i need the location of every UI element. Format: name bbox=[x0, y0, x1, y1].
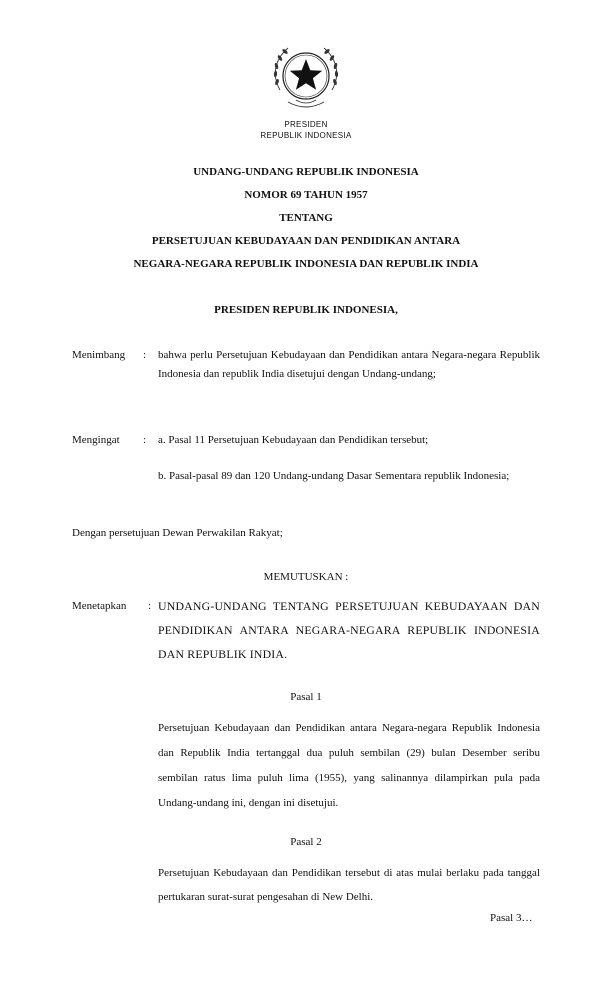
title-line-3: TENTANG bbox=[279, 212, 333, 224]
header-republik-indonesia: REPUBLIK INDONESIA bbox=[260, 131, 352, 140]
mengingat-label: Mengingat bbox=[72, 434, 120, 446]
title-line-5: NEGARA-NEGARA REPUBLIK INDONESIA DAN REPUBLIK INDIA bbox=[133, 258, 479, 270]
pasal-2-heading: Pasal 2 bbox=[290, 836, 322, 848]
title-line-4: PERSETUJUAN KEBUDAYAAN DAN PENDIDIKAN ANTARA bbox=[151, 235, 461, 247]
pasal-1-heading: Pasal 1 bbox=[290, 691, 322, 703]
menetapkan-colon: : bbox=[148, 600, 152, 612]
menimbang-text: bahwa perlu Persetujuan Kebudayaan dan Pendidikan antara Negara-negara Republik Indonesia dan republik India disetujui dengan Undang-undang; bbox=[158, 349, 540, 380]
memutuskan: MEMUTUSKAN : bbox=[263, 571, 349, 583]
mengingat-colon: : bbox=[143, 434, 147, 446]
menimbang-label: Menimbang bbox=[72, 349, 126, 361]
mengingat-item-b: b. Pasal-pasal 89 dan 120 Undang-undang Dasar Sementara republik Indonesia; bbox=[158, 470, 510, 482]
pasal-2-text: Persetujuan Kebudayaan dan Pendidikan tersebut di atas mulai berlaku pada tanggal pertukaran surat-surat pengesahan di New Delhi. bbox=[158, 867, 540, 903]
menetapkan-label: Menetapkan bbox=[72, 600, 127, 612]
persetujuan-line: Dengan persetujuan Dewan Perwakilan Rakyat; bbox=[72, 527, 283, 539]
header-presiden: PRESIDEN bbox=[284, 120, 328, 129]
garuda-emblem-icon bbox=[266, 36, 346, 116]
title-line-1: UNDANG-UNDANG REPUBLIK INDONESIA bbox=[193, 166, 419, 178]
pasal-1-text: Persetujuan Kebudayaan dan Pendidikan antara Negara-negara Republik Indonesia dan Republik India tertanggal dua puluh sembilan (29) bulan Desember seribu sembilan ratus lima puluh lima (1955), yang salinannya dilampirkan pula pada Undang-undang ini, dengan ini disetujui. bbox=[158, 722, 540, 809]
president-heading: PRESIDEN REPUBLIK INDONESIA, bbox=[214, 304, 398, 316]
menetapkan-text: UNDANG-UNDANG TENTANG PERSETUJUAN KEBUDAYAAN DAN PENDIDIKAN ANTARA NEGARA-NEGARA REPUBLIK INDONESIA DAN REPUBLIK INDIA. bbox=[158, 599, 540, 661]
menimbang-colon: : bbox=[143, 349, 147, 361]
mengingat-item-a: a. Pasal 11 Persetujuan Kebudayaan dan Pendidikan tersebut; bbox=[158, 434, 429, 446]
continuation-marker: Pasal 3… bbox=[490, 912, 533, 924]
title-line-2: NOMOR 69 TAHUN 1957 bbox=[244, 189, 368, 201]
